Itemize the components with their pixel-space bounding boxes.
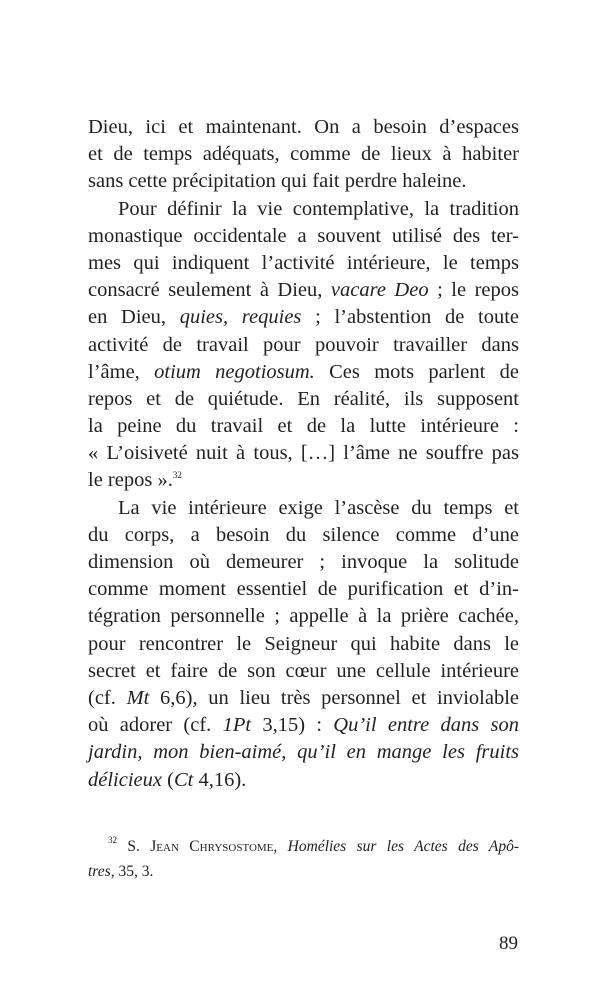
text-segment: ( bbox=[161, 768, 174, 791]
text-line bbox=[88, 658, 519, 685]
text-line bbox=[88, 712, 519, 739]
text-line bbox=[88, 196, 519, 223]
italic-text: délicieux bbox=[88, 768, 162, 791]
text-line bbox=[88, 332, 519, 359]
footnote-line-1 bbox=[88, 834, 519, 859]
text-line bbox=[88, 413, 519, 440]
page-number: 89 bbox=[499, 933, 518, 954]
italic-text: quies, requies bbox=[179, 306, 302, 329]
footnote bbox=[88, 834, 519, 884]
footnote-comma: , bbox=[273, 838, 288, 855]
text-line bbox=[88, 767, 519, 794]
text-line bbox=[88, 495, 519, 522]
italic-text: Mt bbox=[126, 686, 150, 709]
text-line bbox=[88, 440, 519, 467]
text-line bbox=[88, 277, 519, 304]
text-segment: mes qui indiquent l’activité intérieure, le temps bbox=[88, 251, 519, 274]
text-segment: secret et faire de son cœur une cellule intérieure bbox=[88, 659, 519, 682]
footnote-reference: 32 bbox=[172, 470, 182, 481]
text-segment: ; l’abstention de toute bbox=[301, 306, 519, 329]
footnote-title-end: tres bbox=[88, 863, 111, 880]
text-line bbox=[88, 304, 519, 331]
text-line bbox=[88, 576, 519, 603]
text-segment: activité de travail pour pouvoir travailler dans bbox=[88, 333, 519, 356]
text-segment: comme moment essentiel de purification et d’in- bbox=[88, 578, 519, 601]
italic-text: Ct bbox=[173, 768, 194, 791]
footnote-title: Homélies sur les Actes des Apô- bbox=[287, 838, 519, 855]
text-segment: pour rencontrer le Seigneur qui habite dans le bbox=[88, 632, 519, 655]
text-segment: la peine du travail et de la lutte intérieure : bbox=[88, 415, 519, 438]
text-segment: et de temps adéquats, comme de lieux à habiter bbox=[88, 143, 519, 166]
text-line bbox=[88, 250, 519, 277]
text-segment: 6,6), un lieu très personnel et inviolable bbox=[149, 686, 519, 709]
text-segment: tégration personnelle ; appelle à la prière cachée, bbox=[88, 605, 519, 628]
text-segment: 3,15) : bbox=[251, 714, 334, 737]
footnote-author: S. Jean Chrysostome bbox=[127, 838, 274, 855]
text-line bbox=[88, 386, 519, 413]
text-line bbox=[88, 739, 519, 766]
footnote-line-2 bbox=[88, 859, 519, 884]
text-segment: Dieu, ici et maintenant. On a besoin d’espaces bbox=[88, 116, 519, 138]
text-segment: « L’oisiveté nuit à tous, […] l’âme ne souffre pas bbox=[88, 442, 519, 465]
text-segment: où adorer (cf. bbox=[88, 714, 223, 737]
text-segment: ; le repos bbox=[428, 279, 519, 302]
text-line bbox=[88, 141, 519, 168]
text-segment: repos et de quiétude. En réalité, ils supposent bbox=[88, 387, 519, 410]
text-line bbox=[88, 168, 519, 195]
text-line bbox=[88, 522, 519, 549]
italic-text: otium negotiosum. bbox=[154, 360, 315, 383]
text-segment: Ces mots parlent de bbox=[314, 360, 519, 383]
italic-text: Qu’il entre dans son bbox=[333, 714, 519, 737]
text-line bbox=[88, 631, 519, 658]
italic-text: jardin, mon bien-aimé, qu’il en mange les fruits bbox=[88, 741, 519, 764]
footnote-ref: , 35, 3. bbox=[110, 863, 154, 880]
text-segment: 4,16). bbox=[193, 768, 247, 791]
text-segment: dimension où demeurer ; invoque la solitude bbox=[88, 551, 519, 573]
italic-text: vacare Deo bbox=[330, 279, 429, 302]
text-line bbox=[88, 603, 519, 630]
text-segment: consacré seulement à Dieu, bbox=[88, 279, 331, 302]
text-segment: du corps, a besoin du silence comme d’une bbox=[88, 523, 519, 546]
text-segment: monastique occidentale a souvent utilisé des ter- bbox=[88, 224, 519, 247]
text-line bbox=[88, 223, 519, 250]
text-line bbox=[88, 114, 519, 141]
text-segment: La vie intérieure exige l’ascèse du temps et bbox=[118, 496, 519, 519]
text-line bbox=[88, 467, 519, 494]
text-line bbox=[88, 685, 519, 712]
text-segment: le repos ». bbox=[88, 469, 173, 492]
text-line bbox=[88, 549, 519, 576]
footnote-number: 32 bbox=[108, 835, 117, 845]
text-segment: Pour définir la vie contemplative, la tradition bbox=[118, 197, 519, 220]
italic-text: 1Pt bbox=[222, 714, 252, 737]
text-segment: sans cette précipitation qui fait perdre haleine. bbox=[88, 170, 467, 193]
body-text bbox=[88, 114, 519, 794]
text-segment: (cf. bbox=[88, 686, 127, 709]
text-segment: en Dieu, bbox=[88, 306, 180, 329]
text-segment: l’âme, bbox=[88, 360, 155, 383]
text-line bbox=[88, 359, 519, 386]
